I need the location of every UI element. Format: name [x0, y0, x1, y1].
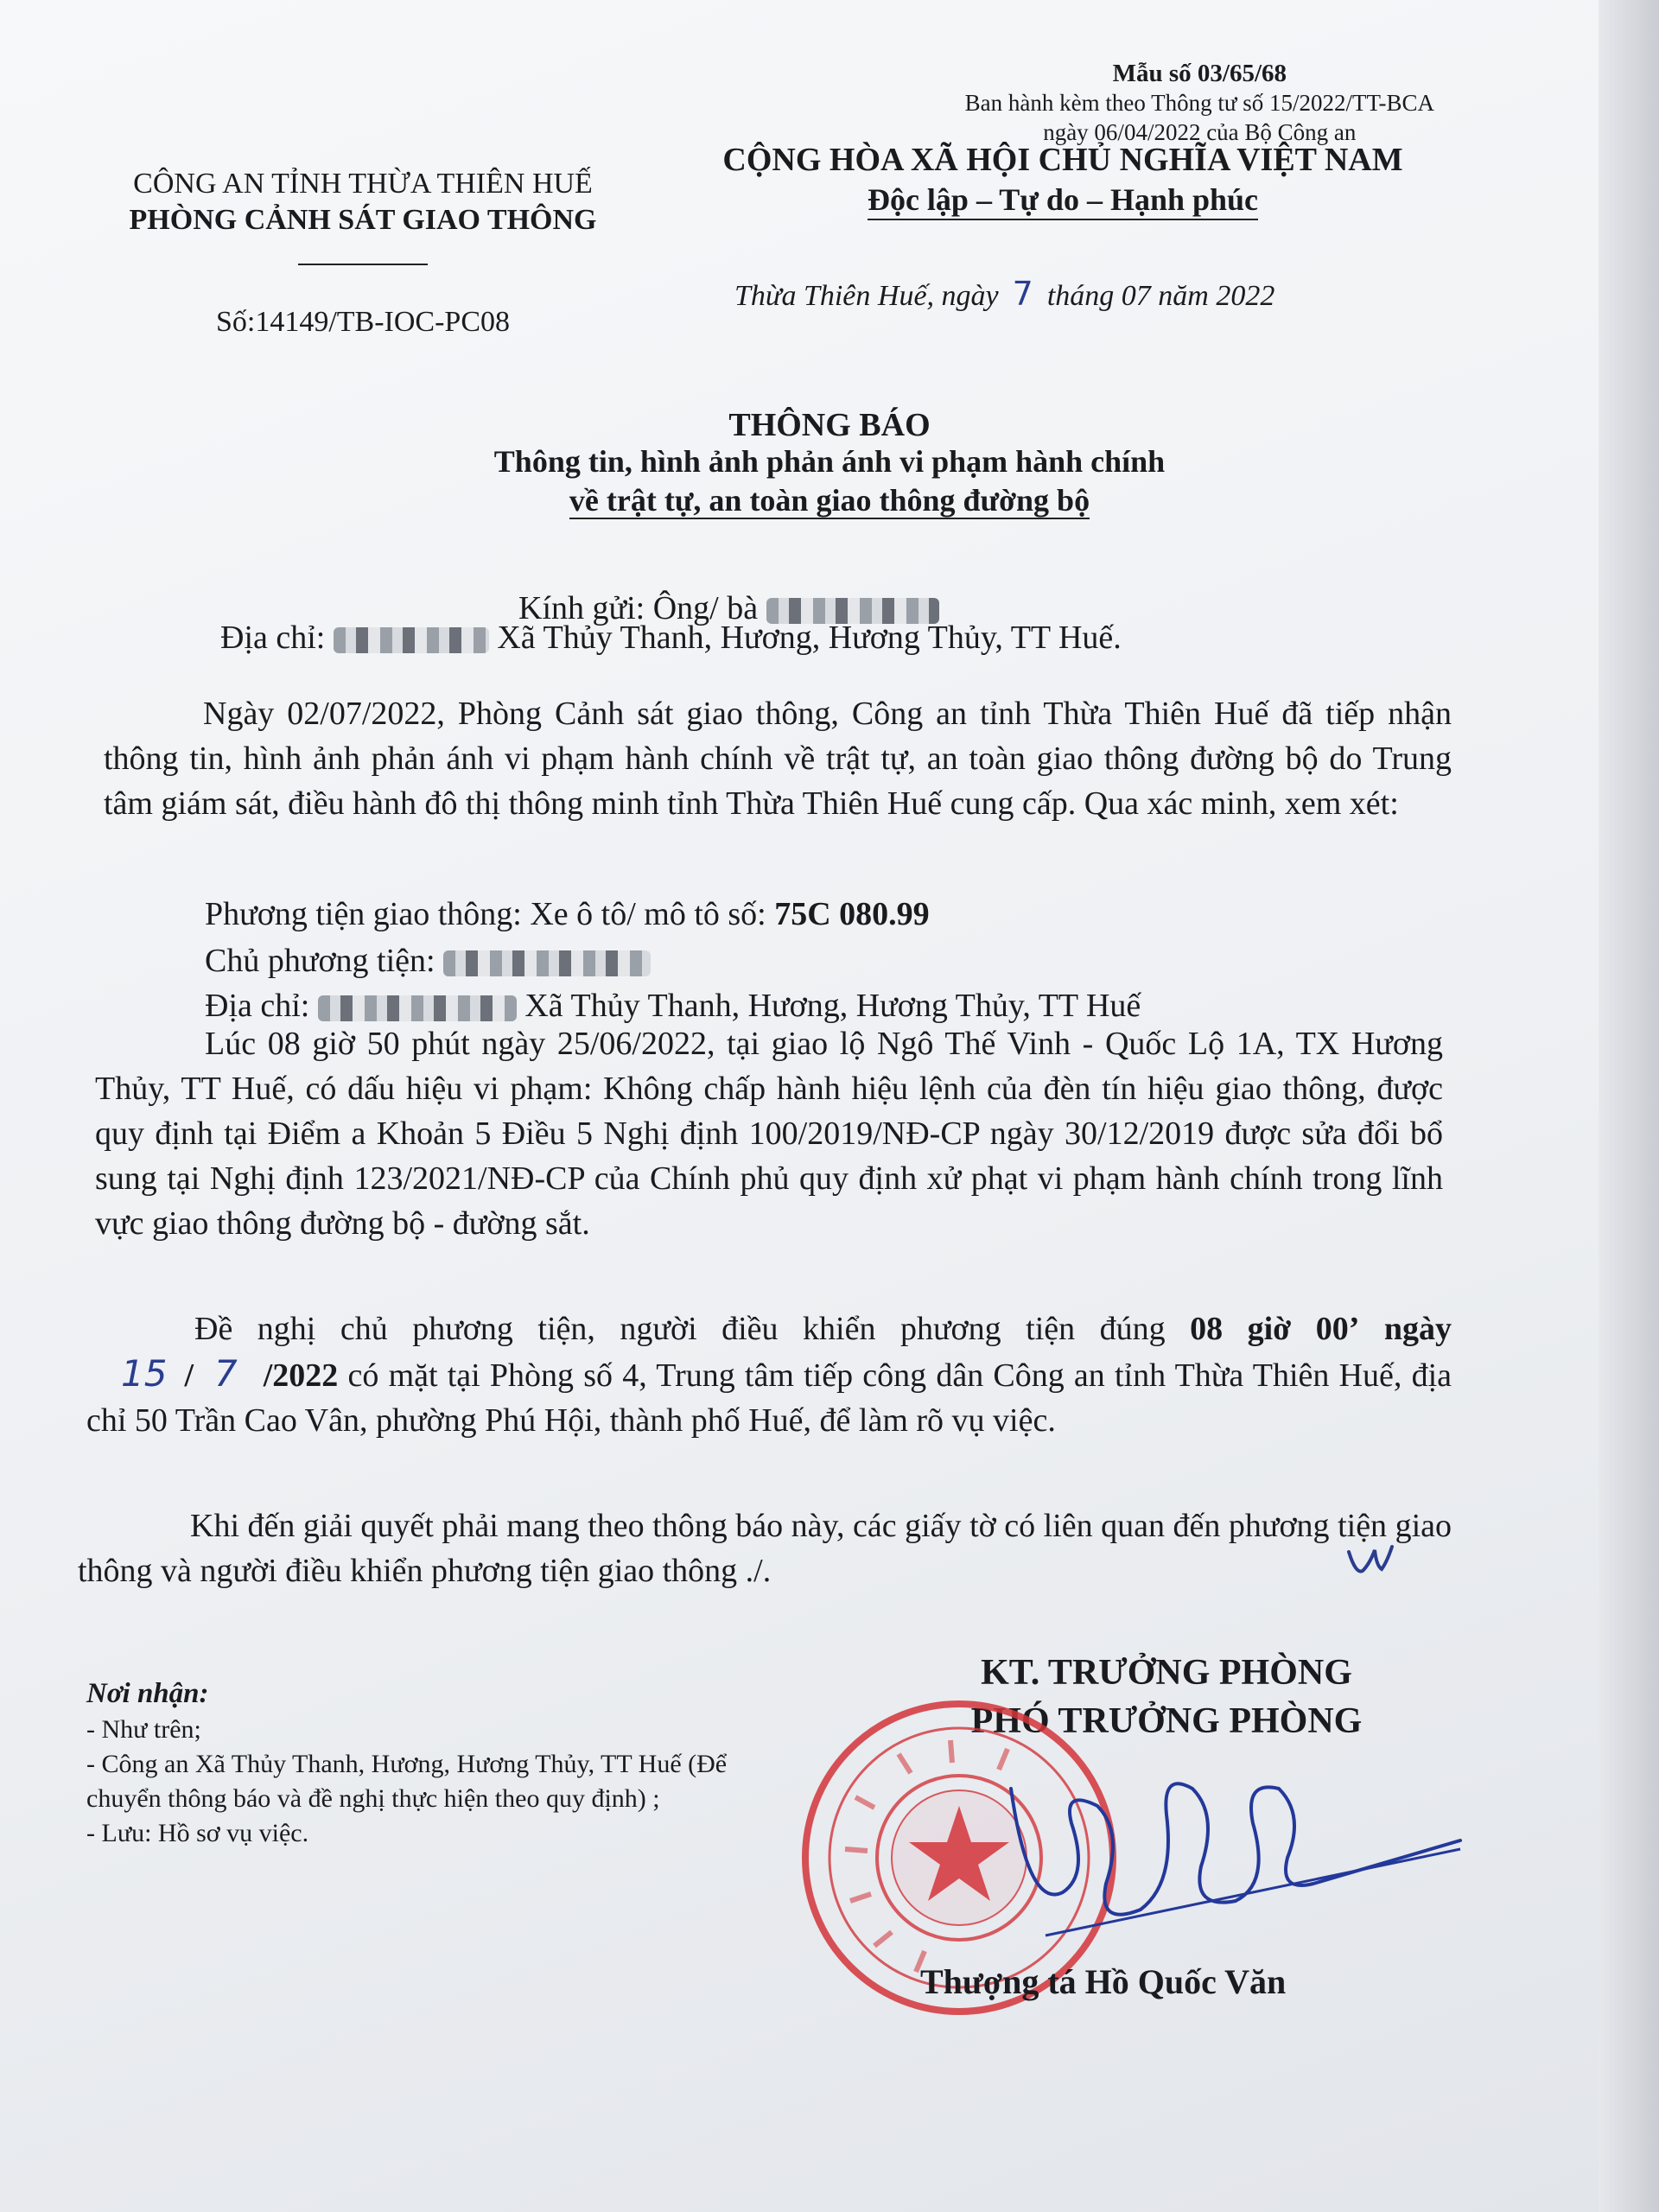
signature-title-1: KT. TRƯỞNG PHÒNG — [981, 1653, 1352, 1693]
issuer-department: PHÒNG CẢNH SÁT GIAO THÔNG — [129, 204, 597, 236]
paragraph-summons — [86, 1306, 1452, 1443]
summons-slash: / — [184, 1357, 194, 1394]
owner-line — [205, 938, 651, 983]
addressee-address — [220, 615, 1122, 660]
summons-day-label: ngày — [1383, 1311, 1452, 1347]
owner-address-text: Xã Thủy Thanh, Hương, Hương Thủy, TT Huế — [524, 988, 1141, 1024]
date-suffix: tháng 07 năm 2022 — [1046, 280, 1275, 312]
page-stack-edge — [1599, 0, 1659, 2212]
summons-text-b: có mặt tại Phòng số 4, Trung tâm tiếp công dân Công an tỉnh Thừa Thiên Huế, địa chỉ 50 Trần Cao Vân, phường Phú Hội, thành phố Huế, để làm rõ vụ việc. — [86, 1357, 1452, 1439]
national-header — [683, 140, 1443, 219]
issuer-agency: CÔNG AN TỈNH THỪA THIÊN HUẾ — [133, 168, 593, 200]
recipient-item: - Lưu: Hồ sơ vụ việc. — [86, 1819, 309, 1847]
form-reference — [965, 59, 1434, 147]
document-title: THÔNG BÁO — [728, 407, 931, 443]
summons-month-handwritten: 7 — [214, 1352, 238, 1395]
bleed-through — [9, 216, 17, 254]
address-text: Xã Thủy Thanh, Hương, Hương Thủy, TT Huế. — [497, 620, 1122, 656]
paragraph-violation: Lúc 08 giờ 50 phút ngày 25/06/2022, tại giao lộ Ngô Thế Vinh - Quốc Lộ 1A, TX Hương Thủy, TT Huế, có dấu hiệu vi phạm: Không chấp hành hiệu lệnh của đèn tín hiệu giao thông, được quy định tại Điểm a Khoản 5 Điều 5 Nghị định 100/2019/NĐ-CP ngày 30/12/2019 được sửa đổi bổ sung tại Nghị định 123/2021/NĐ-CP của Chính phủ quy định xử phạt vi phạm hành chính trong lĩnh vực giao thông đường bộ - đường sắt. — [95, 1026, 1443, 1242]
recipient-item: - Như trên; — [86, 1715, 201, 1744]
signature-title-2: PHÓ TRƯỞNG PHÒNG — [970, 1701, 1363, 1741]
summons-day-handwritten: 15 — [121, 1352, 168, 1395]
redacted-owner-address — [318, 995, 517, 1021]
form-circular: Ban hành kèm theo Thông tư số 15/2022/TT-BCA — [964, 90, 1434, 116]
document-date — [734, 275, 1274, 313]
paragraph-documents: Khi đến giải quyết phải mang theo thông báo này, các giấy tờ có liên quan đến phương tiện giao thông và người điều khiển phương tiện giao thông ./. — [78, 1508, 1452, 1589]
address-label: Địa chỉ: — [220, 620, 326, 656]
vehicle-line — [205, 892, 930, 937]
vehicle-label: Phương tiện giao thông: Xe ô tô/ mô tô số: — [205, 896, 766, 932]
document-reference-number: Số:14149/TB-IOC-PC08 — [215, 306, 511, 338]
summons-text-a: Đề nghị chủ phương tiện, người điều khiển phương tiện đúng — [194, 1311, 1166, 1347]
greeting-text: Kính gửi: Ông/ bà — [518, 590, 759, 626]
document-subtitle-2: về trật tự, an toàn giao thông đường bộ — [569, 483, 1090, 518]
handwritten-signature-icon — [994, 1737, 1478, 1953]
date-prefix: Thừa Thiên Huế, ngày — [734, 280, 999, 312]
recipients-heading: Nơi nhận: — [86, 1678, 209, 1709]
checkmark-pen-icon — [1344, 1540, 1395, 1583]
recipients-block — [86, 1676, 760, 1851]
redacted-owner — [443, 950, 651, 976]
national-name: CỘNG HÒA XÃ HỘI CHỦ NGHĨA VIỆT NAM — [722, 142, 1403, 178]
owner-address-label: Địa chỉ: — [205, 988, 310, 1024]
paragraph-intro: Ngày 02/07/2022, Phòng Cảnh sát giao thông, Công an tỉnh Thừa Thiên Huế đã tiếp nhận thông tin, hình ảnh phản ánh vi phạm hành chính về trật tự, an toàn giao thông đường bộ do Trung tâm giám sát, điều hành đô thị thông minh tỉnh Thừa Thiên Huế cung cấp. Qua xác minh, xem xét: — [104, 696, 1452, 822]
redacted-address — [334, 627, 489, 653]
form-number: Mẫu số 03/65/68 — [1112, 60, 1287, 87]
summons-year: /2022 — [263, 1357, 339, 1394]
issuer-header — [69, 166, 657, 340]
summons-time: 08 giờ 00’ — [1190, 1311, 1360, 1347]
national-motto: Độc lập – Tự do – Hạnh phúc — [868, 182, 1258, 220]
document-subtitle-1: Thông tin, hình ảnh phản ánh vi phạm hành chính — [493, 444, 1166, 479]
date-day-handwritten: 7 — [1012, 275, 1033, 313]
owner-label: Chủ phương tiện: — [205, 943, 435, 979]
recipient-item: - Công an Xã Thủy Thanh, Hương, Hương Thủy, TT Huế (Để chuyển thông báo và đề nghị thực hiện theo quy định) ; — [86, 1750, 728, 1813]
signatory-name: Thượng tá Hồ Quốc Văn — [920, 1962, 1287, 2001]
license-plate: 75C 080.99 — [774, 896, 930, 932]
form-issue-date: ngày 06/04/2022 của Bộ Công an — [1043, 119, 1357, 145]
issuer-divider — [298, 264, 428, 265]
